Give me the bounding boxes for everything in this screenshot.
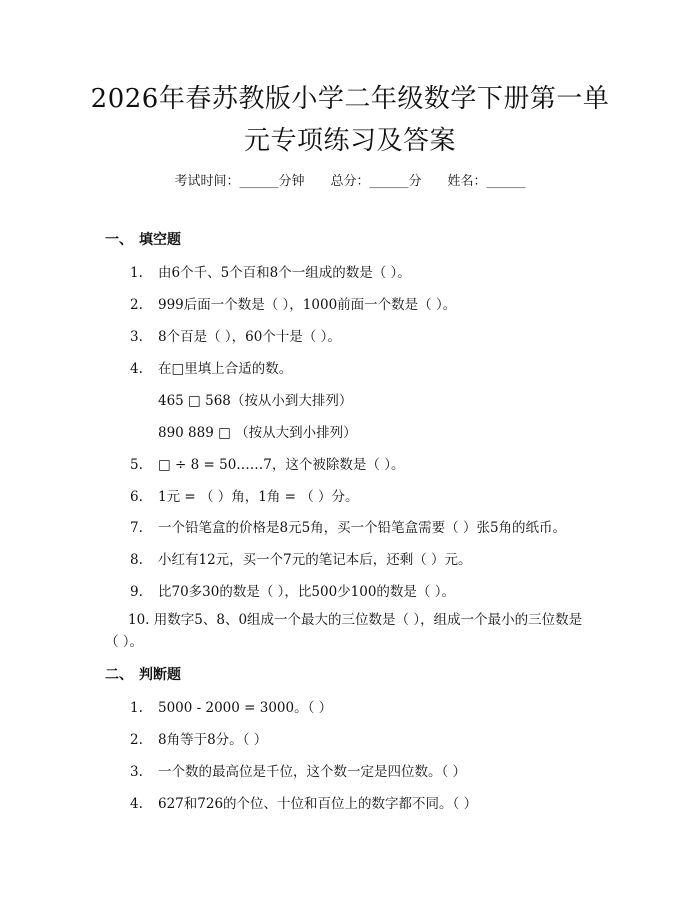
question-text: 用数字5、8、0组成一个最大的三位数是（ ），组成一个最小的三位数是（ ）。 (105, 612, 583, 650)
question-number: 2. (130, 732, 143, 748)
question-item (130, 325, 341, 345)
question-number: 9. (130, 584, 143, 600)
question-item (130, 548, 472, 568)
question-number: 5. (130, 457, 143, 473)
question-item (130, 696, 332, 716)
question-text: 在□里填上合适的数。 (158, 361, 293, 377)
student-name: 姓名：______ (447, 174, 526, 189)
question-text: 一个数的最高位是千位，这个数一定是四位数。（ ） (158, 764, 467, 780)
question-number: 4. (130, 361, 143, 377)
question-text: □ ÷ 8 = 50……7，这个被除数是（ ）。 (158, 457, 405, 473)
question-item (130, 580, 455, 600)
question-number: 8. (130, 552, 143, 568)
question-text: 1元 = （ ）角，1角 = （ ）分。 (158, 489, 359, 505)
question-text: 8个百是（ ），60个十是（ ）。 (158, 329, 341, 345)
question-item (130, 453, 404, 473)
question-item (130, 261, 411, 281)
question-text: 一个铅笔盒的价格是8元5角，买一个铅笔盒需要（ ）张5角的纸币。 (158, 520, 567, 536)
section-number: 二、 (105, 667, 133, 683)
question-text: 8角等于8分。（ ） (158, 732, 268, 748)
question-text: 627和726的个位、十位和百位上的数字都不同。（ ） (158, 796, 478, 812)
page-title (90, 78, 610, 162)
title-line-2: 元专项练习及答案 (243, 126, 456, 156)
question-text: 小红有12元，买一个7元的笔记本后，还剩（ ）元。 (158, 552, 472, 568)
question-item (130, 760, 466, 780)
question-subline: 465 □ 568（按从小到大排列） (158, 393, 353, 409)
question-item (130, 728, 267, 748)
exam-info (0, 170, 700, 189)
question-number: 6. (130, 489, 143, 505)
question-item (130, 485, 359, 505)
question-number: 1. (130, 265, 143, 281)
section-number: 一、 (105, 232, 133, 248)
exam-time: 考试时间：______分钟 (174, 174, 305, 189)
question-text: 比70多30的数是（ ），比500少100的数是（ ）。 (158, 584, 455, 600)
question-text: 999后面一个数是（ ），1000前面一个数是（ ）。 (158, 297, 457, 313)
section-title: 填空题 (139, 232, 181, 248)
question-item (130, 516, 566, 536)
section-heading-true-false (105, 664, 181, 684)
question-number: 3. (130, 764, 143, 780)
question-subline: 890 889 □ （按从大到小排列） (158, 425, 357, 441)
section-heading-fill-in (105, 229, 181, 249)
question-item (130, 357, 292, 377)
question-number: 4. (130, 796, 143, 812)
title-line-1: 2026年春苏教版小学二年级数学下册第一单 (90, 84, 610, 114)
section-title: 判断题 (139, 667, 181, 683)
question-text: 5000 - 2000 = 3000。（ ） (158, 700, 333, 716)
question-item (105, 609, 595, 653)
question-text: 由6个千、5个百和8个一组成的数是（ ）。 (158, 265, 411, 281)
question-number: 10. (128, 612, 150, 628)
question-number: 7. (130, 520, 143, 536)
question-item (130, 792, 477, 812)
total-score: 总分：______分 (330, 174, 422, 189)
question-number: 2. (130, 297, 143, 313)
question-item (130, 293, 456, 313)
question-number: 3. (130, 329, 143, 345)
question-number: 1. (130, 700, 143, 716)
